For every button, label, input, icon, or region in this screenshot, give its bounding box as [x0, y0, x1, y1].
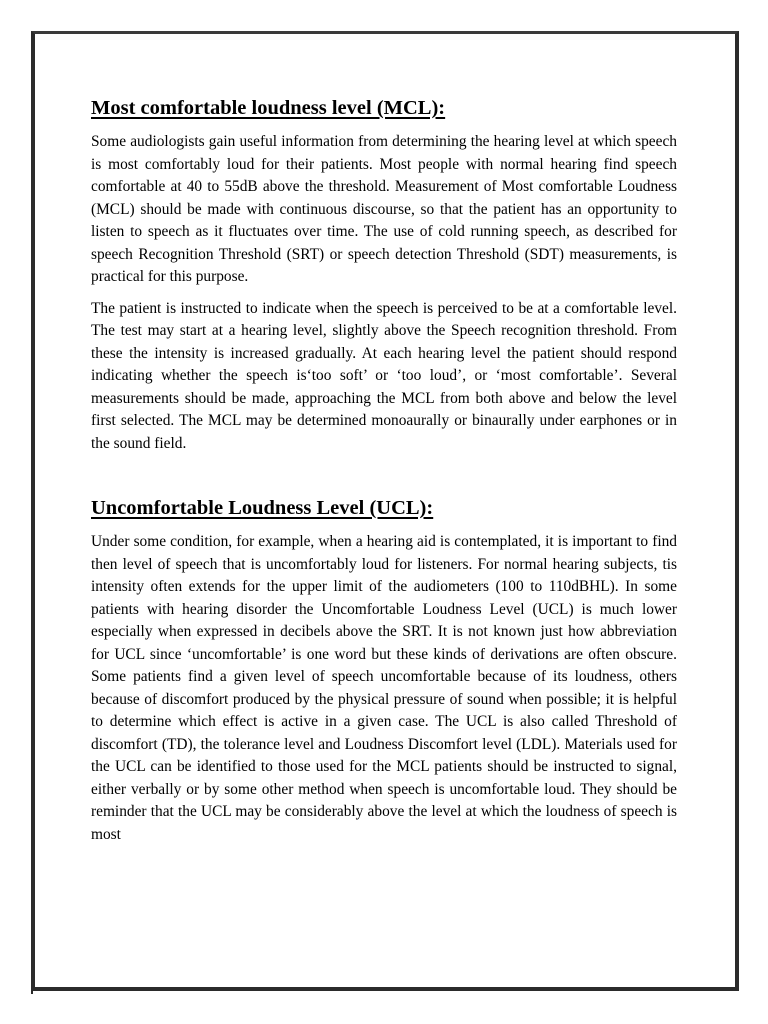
page-corner-mark [31, 984, 33, 994]
section-spacer [91, 464, 677, 495]
ucl-paragraph-1: Under some condition, for example, when a hearing aid is contemplated, it is important to find then level of speech that is uncomfortably loud for listeners. For normal hearing subjects, tis intensity often extends for the upper limit of the audiometers (100 to 110dBHL). In some patients with hearing disorder the Uncomfortable Loudness Level (UCL) is much lower especially when expressed in decibels above the SRT. It is not known just how abbreviation for UCL since ‘uncomfortable’ is one word but these kinds of derivations are often obscure. Some patients find a given level of speech uncomfortable because of its loudness, others because of discomfort produced by the physical pressure of sound when possible; it is helpful to determine which effect is active in a given case. The UCL is also called Threshold of discomfort (TD), the tolerance level and Loudness Discomfort level (LDL). Materials used for the UCL can be identified to those used for the MCL patients should be instructed to signal, either verbally or by some other method when speech is uncomfortable loud. They should be reminder that the UCL may be considerably above the level at which the loudness of speech is most [91, 533, 677, 843]
section-heading-ucl: Uncomfortable Loudness Level (UCL): [91, 497, 434, 519]
section-ucl [91, 495, 677, 846]
section-heading-mcl: Most comfortable loudness level (MCL): [91, 97, 446, 119]
mcl-paragraph-2: The patient is instructed to indicate when the speech is perceived to be at a comfortable level. The test may start at a hearing level, slightly above the Speech recognition threshold. From these the intensity is increased gradually. At each hearing level the patient should respond indicating whether the speech is‘too soft’ or ‘too loud’, or ‘most comfortable’. Several measurements should be made, approaching the MCL from both above and below the level first selected. The MCL may be determined monoaurally or binaurally under earphones or in the sound field. [91, 299, 677, 452]
mcl-paragraph-1: Some audiologists gain useful information from determining the hearing level at which speech is most comfortably loud for their patients. Most people with normal hearing find speech comfortable at 40 to 55dB above the threshold. Measurement of Most comfortable Loudness (MCL) should be made with continuous discourse, so that the patient has an opportunity to listen to speech as it fluctuates over time. The use of cold running speech, as described for speech Recognition Threshold (SRT) or speech detection Threshold (SDT) measurements, is practical for this purpose. [91, 133, 677, 285]
document-body [91, 95, 677, 855]
section-mcl [91, 95, 677, 455]
